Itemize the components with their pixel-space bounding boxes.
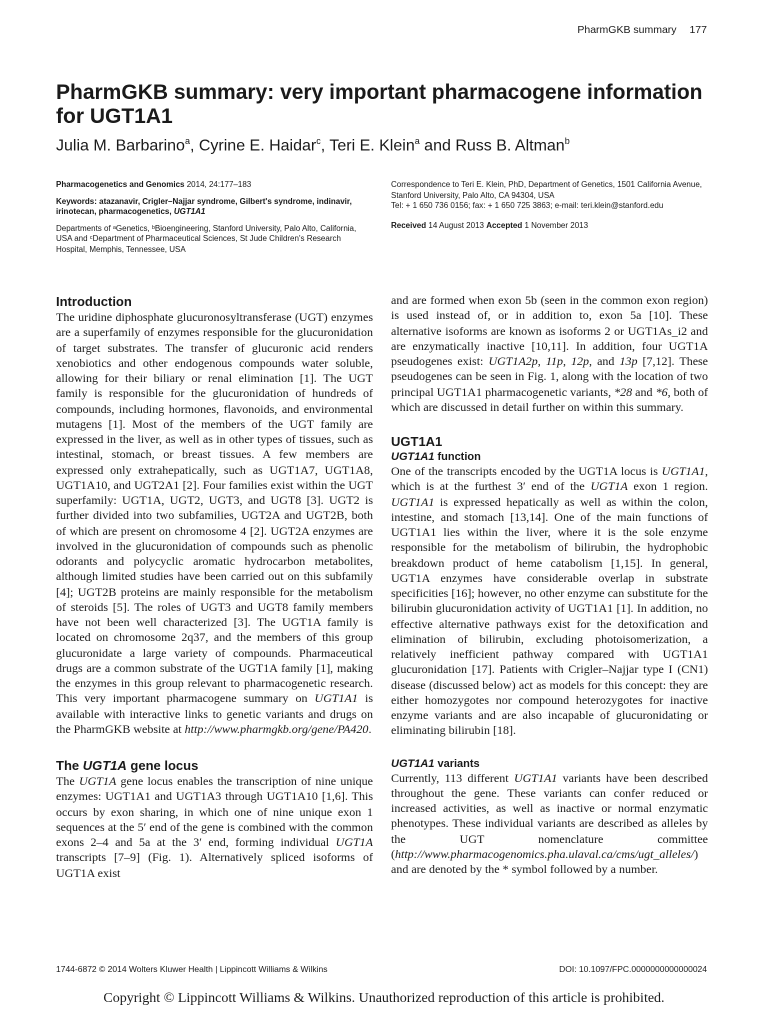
running-head-page: 177 bbox=[689, 24, 707, 36]
contact-details: Tel: + 1 650 736 0156; fax: + 1 650 725 3863; e-mail: teri.klein@stanford.edu bbox=[391, 201, 664, 210]
footer-doi: DOI: 10.1097/FPC.0000000000000024 bbox=[559, 964, 707, 974]
author-affiliation: a bbox=[414, 136, 420, 146]
keywords: Keywords: atazanavir, Crigler–Najjar syndrome, Gilbert's syndrome, indinavir, irinotecan, pharmacogenetics, UGT1A1 bbox=[56, 196, 352, 216]
subsection-heading-function: UGT1A1 function bbox=[391, 451, 481, 463]
running-head bbox=[567, 24, 707, 36]
running-head-journal: PharmGKB summary bbox=[577, 24, 677, 36]
author-name: Cyrine E. Haidar bbox=[198, 137, 317, 155]
pharmgkb-link[interactable]: http://www.pharmgkb.org/gene/PA420 bbox=[184, 721, 369, 736]
keywords-label: Keywords: bbox=[56, 196, 97, 206]
author-name: Russ B. Altman bbox=[455, 137, 565, 155]
gene-locus-paragraph-continued: and are formed when exon 5b (seen in the common exon region) is used instead of, or in addition to, exon 5a [10]. These alternative isoforms are known as isoforms 2 or UGT1As_i2 and are enzymatically inactive [10,11]. In addition, four UGT1A pseudogenes exist: UGT1A2p, 11p, 12p, and 13p [7,12]. These pseudogenes can be seen in Fig. 1, along with the location of two principal UGT1A1 pharmacogenetic variants, *28 and *6, both of which are discussed in detail further on within this summary. bbox=[391, 293, 709, 414]
author-name: Teri E. Klein bbox=[329, 137, 415, 155]
section-heading-gene-locus: The UGT1A gene locus bbox=[56, 758, 199, 773]
introduction-paragraph: The uridine diphosphate glucuronosyltransferase (UGT) enzymes are a superfamily of enzymes responsible for the glucuronidation of target substrates. The transfer of glucuronic acid renders xenobiotics and other endogenous compounds water soluble, allowing for their biliary or renal elimination [1]. The UGT family is responsible for the glucuronidation of hundreds of compounds, including hormones, flavonoids, and environmental mutagens [1]. Most of the members of the UGT family are expressed in the liver, as well as in other types of tissues, such as intestinal, stomach, or breast tissues. A few members are expressed only extrahepatically, such as UGT1A7, UGT1A8, UGT1A10, and UGT2A1 [2]. Four families exist within the UGT superfamily: UGT1A, UGT2, UGT3, and UGT8 [3]. UGT2 is further divided into two subfamilies, UGT2A and UGT2B, both of which are present on chromosome 4 [2]. UGT2A enzymes are involved in the glucuronidation of compounds such as phenolic odorants and polycyclic aromatic hydrocarbon metabolites, although limited studies have been carried out on this subfamily [4]; UGT2B proteins are mainly responsible for the metabolism of steroids [5]. The roles of UGT3 and UGT8 family members have not been well characterized [3]. The UGT1A family is located on chromosome 2q37, and the members of this group glucuronidate a large variety of compounds. Pharmaceutical drugs are a common substrate of the UGT1A family [1], making the enzymes in this group relevant to pharmacogenetic research. This very important pharmacogene summary on UGT1A1 is available with interactive links to genetic variants and drugs on the PharmGKB website at http://www.pharmgkb.org/gene/PA420. bbox=[56, 310, 373, 736]
function-paragraph: One of the transcripts encoded by the UGT1A locus is UGT1A1, which is at the furthest 3′ end of the UGT1A exon 1 region. UGT1A1 is expressed hepatically as well as within the colon, intestine, and stomach [13,14]. One of the main functions of UGT1A1 lies within the liver, where it is the sole enzyme responsible for the metabolism of bilirubin, the hydrophobic breakdown product of heme catabolism [1,15]. In general, UGT1A enzymes have considerable overlap in substrate specificities [16]; however, no other enzyme can substitute for the bilirubin glucuronidation activity of UGT1A1 [1]. In addition, no effective alternative pathways exist for the detoxification and elimination of bilirubin, excluding photoisomerization, a relatively inefficient pathway compared with UGT1A1 glucuronidation [17]. Patients with Crigler–Najjar type I (CN1) disease (discussed below) act as models for this concept: they are either homozygotes nor compound heterozygotes for inactive enzyme variants and are also incapable of glucuronidating or eliminating bilirubin [18]. bbox=[391, 464, 708, 738]
right-column bbox=[391, 293, 708, 877]
ugt-nomenclature-link[interactable]: http://www.pharmacogenomics.pha.ulaval.ca/cms/ugt_alleles/ bbox=[395, 846, 695, 861]
author-list: Julia M. Barbarino$^a$, Cyrine E. Haidar$^c$, Teri E. Klein$^a$ and Russ B. Altman$^b$ bbox=[56, 136, 570, 155]
article-title: PharmGKB summary: very important pharmacogene information for UGT1A1 bbox=[56, 81, 703, 128]
citation: Pharmacogenetics and Genomics 2014, 24:177–183 bbox=[56, 180, 252, 189]
copyright-notice: Copyright © Lippincott Williams & Wilkins. Unauthorized reproduction of this article is prohibited. bbox=[103, 991, 665, 1006]
author-name: Julia M. Barbarino bbox=[56, 137, 185, 155]
gene-locus-paragraph: The UGT1A gene locus enables the transcription of nine unique enzymes: UGT1A1 and UGT1A3 through UGT1A10 [1,6]. This occurs by exon sharing, in which one of nine unique exon 1 sequences at the 5′ end of the gene is combined with the common exons 2–4 and 5a at the 3′ end, forming individual UGT1A transcripts [7–9] (Fig. 1). Alternatively spliced isoforms of UGT1A exist bbox=[56, 774, 374, 880]
author-affiliation: a bbox=[184, 136, 190, 146]
section-heading-introduction: Introduction bbox=[56, 294, 132, 309]
left-column bbox=[56, 293, 373, 881]
subsection-heading-variants: UGT1A1 variants bbox=[391, 757, 480, 770]
author-affiliation: b bbox=[564, 136, 570, 146]
correspondence: Correspondence to Teri E. Klein, PhD, Department of Genetics, 1501 California Avenue, Stanford University, Palo Alto, CA 94304, USA Tel: + 1 650 736 0156; fax: + 1 650 725 3863; e-mail: teri.klein@stanford.edu bbox=[391, 180, 702, 210]
footer-issn: 1744-6872 © 2014 Wolters Kluwer Health | Lippincott Williams & Wilkins bbox=[56, 964, 328, 974]
variants-paragraph: Currently, 113 different UGT1A1 variants have been described throughout the gene. These variants can confer reduced or increased activities, as well as inactive or normal enzymatic phenotypes. These individual variants are described as alleles by the UGT nomenclature committee (http://www.pharmacogenomics.pha.ulaval.ca/cms/ugt_alleles/) and are denoted by the * symbol followed by a number. bbox=[391, 770, 708, 876]
correspondence-block bbox=[391, 180, 716, 240]
affiliations: Departments of ᵃGenetics, ᵇBioengineering, Stanford University, Palo Alto, California, USA and ᶜDepartment of Pharmaceutical Sciences, St Jude Children's Research Hospital, Memphis, Tennessee, USA bbox=[56, 223, 357, 254]
dates: Received 14 August 2013 Accepted 1 November 2013 bbox=[391, 220, 589, 230]
author-affiliation: c bbox=[316, 136, 321, 146]
section-heading-ugt1a1: UGT1A1 bbox=[391, 434, 443, 449]
journal-name: Pharmacogenetics and Genomics bbox=[56, 180, 185, 189]
article-metadata bbox=[56, 180, 371, 261]
